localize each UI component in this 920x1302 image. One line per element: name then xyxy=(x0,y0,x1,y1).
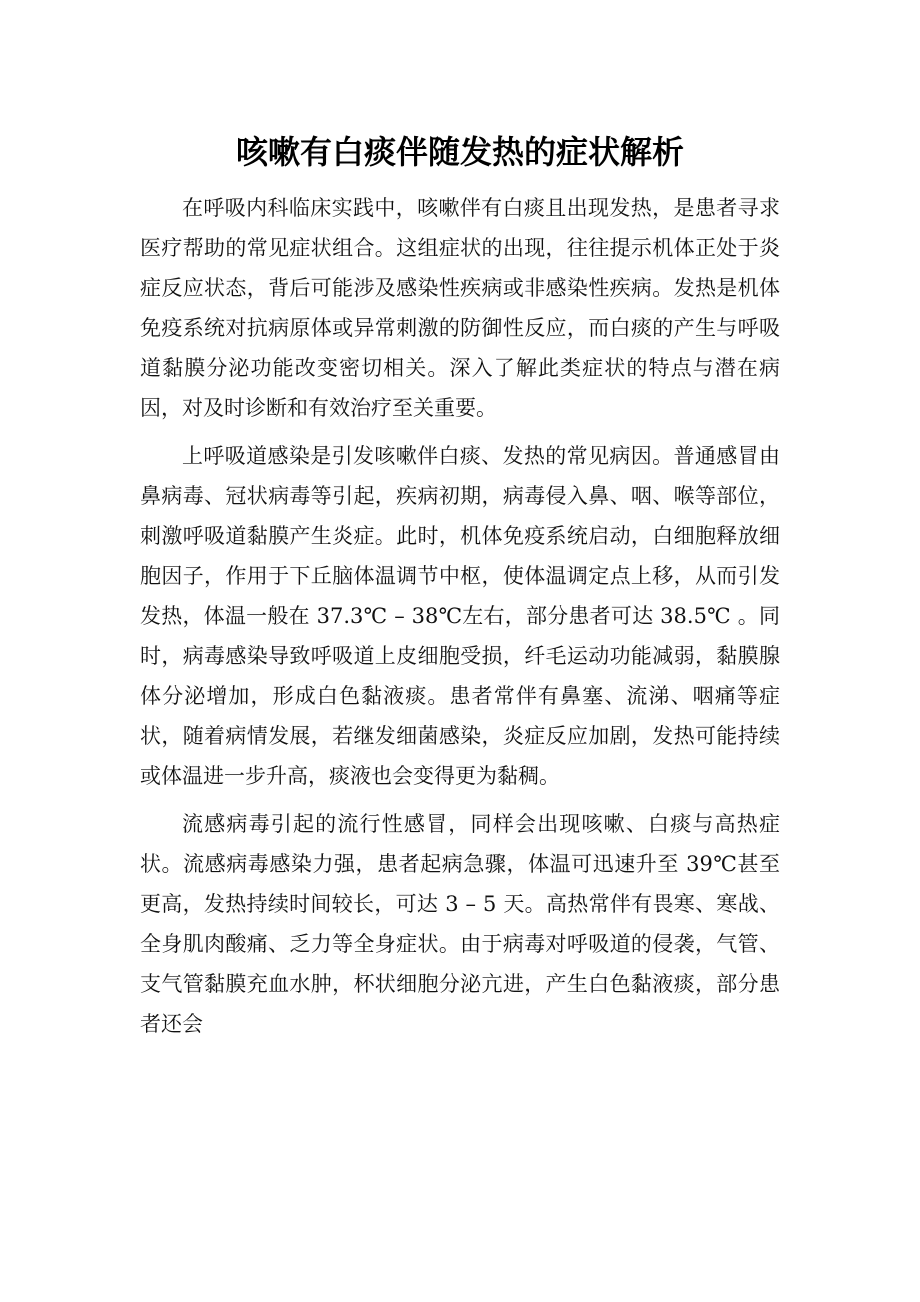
paragraph-2: 上呼吸道感染是引发咳嗽伴白痰、发热的常见病因。普通感冒由鼻病毒、冠状病毒等引起，疾病初期，病毒侵入鼻、咽、喉等部位，刺激呼吸道黏膜产生炎症。此时，机体免疫系统启动，白细胞释放细胞因子，作用于下丘脑体温调节中枢，使体温调定点上移，从而引发发热，体温一般在 37.3℃ – 38℃左右，部分患者可达 38.5℃ 。同时，病毒感染导致呼吸道上皮细胞受损，纤毛运动功能减弱，黏膜腺体分泌增加，形成白色黏液痰。患者常伴有鼻塞、流涕、咽痛等症状，随着病情发展，若继发细菌感染，炎症反应加剧，发热可能持续或体温进一步升高，痰液也会变得更为黏稠。 xyxy=(140,444,780,788)
document-body xyxy=(140,188,780,1052)
paragraph-3: 流感病毒引起的流行性感冒，同样会出现咳嗽、白痰与高热症状。流感病毒感染力强，患者起病急骤，体温可迅速升至 39℃甚至更高，发热持续时间较长，可达 3 – 5 天。高热常伴有畏寒、寒战、全身肌肉酸痛、乏力等全身症状。由于病毒对呼吸道的侵袭，气管、支气管黏膜充血水肿，杯状细胞分泌亢进，产生白色黏液痰，部分患者还会 xyxy=(140,812,780,1036)
paragraph-1: 在呼吸内科临床实践中，咳嗽伴有白痰且出现发热，是患者寻求医疗帮助的常见症状组合。这组症状的出现，往往提示机体正处于炎症反应状态，背后可能涉及感染性疾病或非感染性疾病。发热是机体免疫系统对抗病原体或异常刺激的防御性反应，而白痰的产生与呼吸道黏膜分泌功能改变密切相关。深入了解此类症状的特点与潜在病因，对及时诊断和有效治疗至关重要。 xyxy=(140,196,780,420)
document-title: 咳嗽有白痰伴随发热的症状解析 xyxy=(235,133,684,171)
